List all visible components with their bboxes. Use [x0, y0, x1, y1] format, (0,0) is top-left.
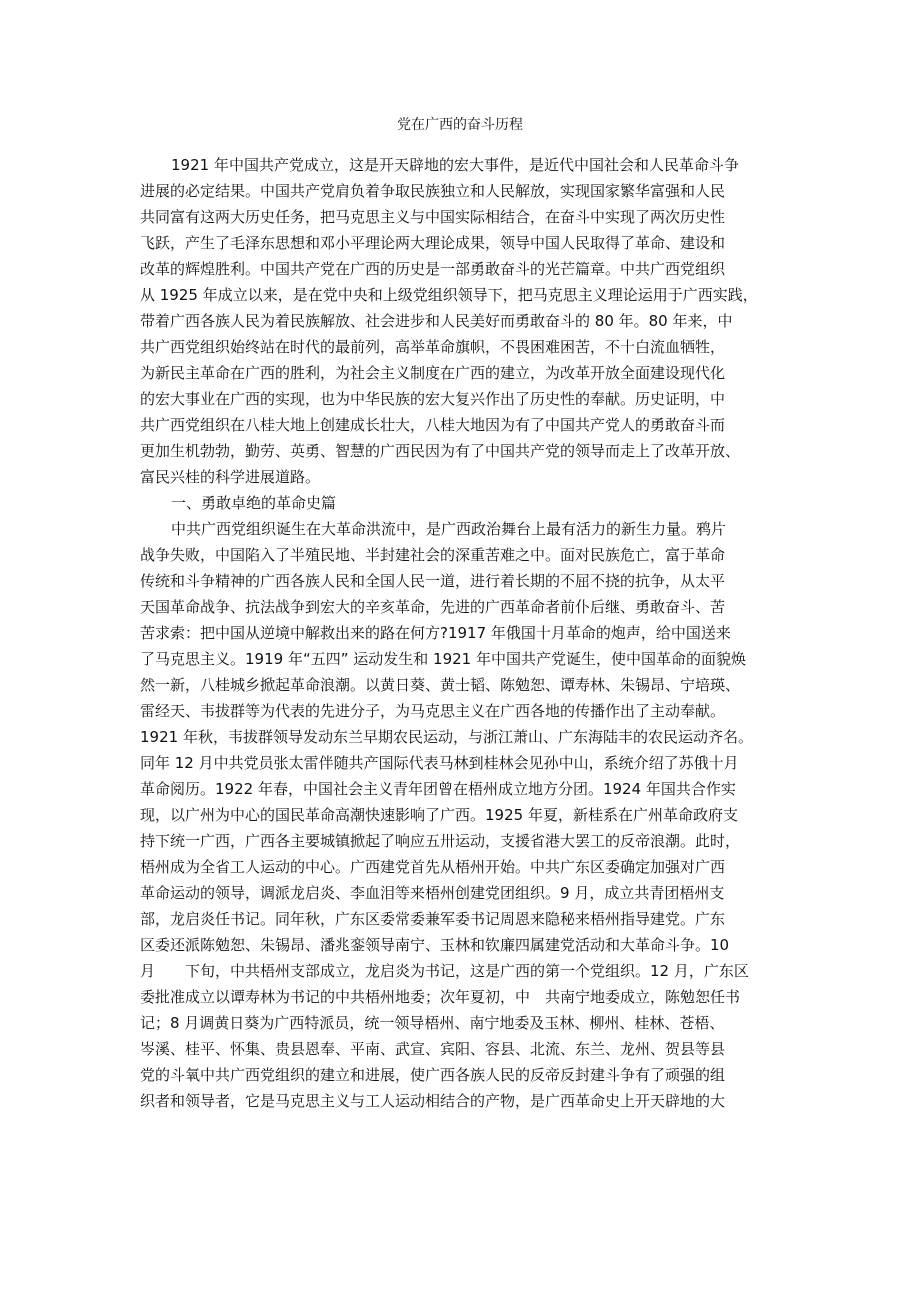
text-line: 共同富有这两大历史任务，把马克思主义与中国实际相结合，在奋斗中实现了两次历史性 [140, 208, 726, 226]
section-heading: 一、勇敢卓绝的革命史篇 [171, 494, 337, 512]
text-line: 共广西党组织在八桂大地上创建成长壮大，八桂大地因为有了中国共产党人的勇敢奋斗而 [140, 416, 726, 434]
document-title: 党在广西的奋斗历程 [397, 117, 523, 133]
text-line: 岑溪、桂平、怀集、贵县恩奉、平南、武宣、宾阳、容县、北流、东兰、龙州、贺县等县 [140, 1040, 726, 1058]
text-line: 中共广西党组织诞生在大革命洪流中，是广西政治舞台上最有活力的新生力量。鸦片 [171, 520, 727, 538]
text-line: 同年 12 月中共党员张太雷伴随共产国际代表马林到桂林会见孙中山，系统介绍了苏俄十月 [140, 754, 739, 772]
text-line: 委批准成立以谭寿林为书记的中共梧州地委；次年夏初，中 共南宁地委成立，陈勉恕任书 [140, 988, 741, 1006]
text-line: 现，以广州为中心的国民革命高潮快速影响了广西。1925 年夏，新桂系在广州革命政府支 [140, 806, 738, 824]
text-line: 从 1925 年成立以来，是在党中央和上级党组织领导下，把马克思主义理论运用于广西实践， [140, 286, 758, 304]
text-line: 革命阅历。1922 年春，中国社会主义青年团曾在梧州成立地方分团。1924 年国共合作实 [140, 780, 736, 798]
document-body [140, 152, 780, 1114]
text-line: 飞跃，产生了毛泽东思想和邓小平理论两大理论成果，领导中国人民取得了革命、建设和 [140, 234, 726, 252]
text-line: 雷经天、韦拔群等为代表的先进分子，为马克思主义在广西各地的传播作出了主动奉献。 [140, 702, 726, 720]
text-line: 然一新，八桂城乡掀起革命浪潮。以黄日葵、黄士韬、陈勉恕、谭寿林、朱锡昂、宁培瑛、 [140, 676, 741, 694]
text-line: 更加生机勃勃，勤劳、英勇、智慧的广西民因为有了中国共产党的领导而走上了改革开放、 [140, 442, 741, 460]
text-line: 1921 年中国共产党成立，这是开天辟地的宏大事件，是近代中国社会和人民革命斗争 [171, 156, 739, 174]
text-line: 记；8 月调黄日葵为广西特派员，统一领导梧州、南宁地委及玉林、柳州、桂林、苍梧、 [140, 1014, 725, 1032]
text-line: 党的斗氧中共广西党组织的建立和进展，使广西各族人民的反帝反封建斗争有了顽强的组 [140, 1066, 726, 1084]
text-line: 战争失败，中国陷入了半殖民地、半封建社会的深重苦难之中。面对民族危亡，富于革命 [140, 546, 726, 564]
text-line: 持下统一广西，广西各主要城镇掀起了响应五卅运动，支援省港大罢工的反帝浪潮。此时， [140, 832, 741, 850]
text-line: 1921 年秋，韦拔群领导发动东兰早期农民运动，与浙江萧山、广东海陆丰的农民运动齐名。 [140, 728, 753, 746]
text-line: 革命运动的领导，调派龙启炎、李血泪等来梧州创建党团组织。9 月，成立共青团梧州支 [140, 884, 725, 902]
text-line: 梧州成为全省工人运动的中心。广西建党首先从梧州开始。中共广东区委确定加强对广西 [140, 858, 726, 876]
text-line: 月 下旬，中共梧州支部成立，龙启炎为书记，这是广西的第一个党组织。12 月，广东区 [140, 962, 749, 980]
text-line: 共广西党组织始终站在时代的最前列，高举革命旗帜，不畏困难困苦，不十白流血牺牲， [140, 338, 726, 356]
text-line: 带着广西各族人民为着民族解放、社会进步和人民美好而勇敢奋斗的 80 年。80 年来，中 [140, 312, 733, 330]
text-line: 改革的辉煌胜利。中国共产党在广西的历史是一部勇敢奋斗的光芒篇章。中共广西党组织 [140, 260, 726, 278]
text-line: 为新民主革命在广西的胜利，为社会主义制度在广西的建立，为改革开放全面建设现代化 [140, 364, 726, 382]
text-line: 部，龙启炎任书记。同年秋，广东区委常委兼军委书记周恩来隐秘来梧州指导建党。广东 [140, 910, 726, 928]
text-line: 天国革命战争、抗法战争到宏大的辛亥革命，先进的广西革命者前仆后继、勇敢奋斗、苦 [140, 598, 726, 616]
text-line: 织者和领导者，它是马克思主义与工人运动相结合的产物，是广西革命史上开天辟地的大 [140, 1092, 726, 1110]
text-line: 富民兴桂的科学进展道路。 [140, 468, 321, 486]
text-line: 进展的必定结果。中国共产党肩负着争取民族独立和人民解放，实现国家繁华富强和人民 [140, 182, 726, 200]
text-line: 区委还派陈勉恕、朱锡昂、潘兆銮领导南宁、玉林和钦廉四属建党活动和大革命斗争。10 [140, 936, 730, 954]
text-line: 传统和斗争精神的广西各族人民和全国人民一道，进行着长期的不屈不挠的抗争，从太平 [140, 572, 726, 590]
text-line: 苦求索：把中国从逆境中解救出来的路在何方?1917 年俄国十月革命的炮声，给中国送来 [140, 624, 731, 642]
text-line: 的宏大事业在广西的实现，也为中华民族的宏大复兴作出了历史性的奉献。历史证明，中 [140, 390, 726, 408]
text-line: 了马克思主义。1919 年“五四” 运动发生和 1921 年中国共产党诞生，使中国革命的面貌焕 [140, 650, 746, 668]
